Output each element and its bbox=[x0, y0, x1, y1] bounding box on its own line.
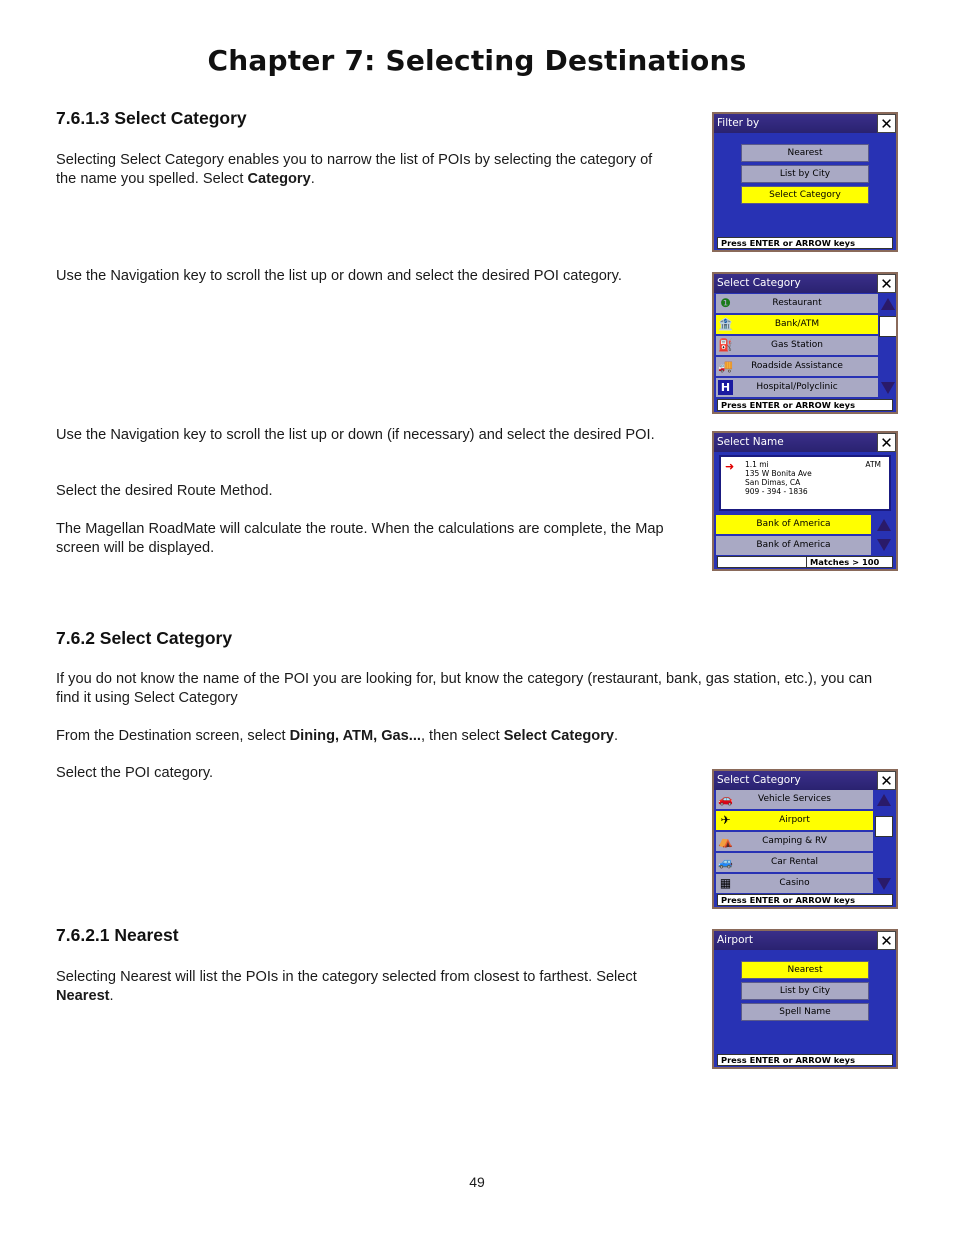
list-item[interactable] bbox=[716, 790, 873, 811]
scroll-thumb[interactable] bbox=[879, 316, 897, 337]
screen-title: Select Category bbox=[714, 274, 896, 293]
list-by-city-button[interactable]: List by City bbox=[741, 982, 869, 1000]
list-item-label: Restaurant bbox=[772, 298, 822, 308]
poi-detail-panel bbox=[719, 455, 891, 511]
list-item[interactable] bbox=[716, 378, 878, 399]
list-item[interactable] bbox=[716, 811, 873, 832]
page-number: 49 bbox=[469, 1174, 485, 1190]
airport-icon: ✈ bbox=[720, 813, 731, 827]
list-item-label: Gas Station bbox=[770, 340, 824, 350]
nearest-button[interactable]: Nearest bbox=[741, 144, 869, 162]
list-by-city-button[interactable]: List by City bbox=[741, 165, 869, 183]
chapter-title: Chapter 7: Selecting Destinations bbox=[207, 44, 747, 77]
list-item-label: Bank/ATM bbox=[774, 319, 820, 329]
arrow-up-icon[interactable] bbox=[877, 794, 891, 806]
paragraph-unknown-name: If you do not know the name of the POI you are looking for, but know the category (restaurant, bank, gas station, etc.), you can find it using Select Category bbox=[56, 671, 873, 706]
scroll-thumb[interactable] bbox=[875, 816, 893, 837]
poi-phone: 909 - 394 - 1836 bbox=[745, 487, 808, 496]
list-item[interactable] bbox=[716, 336, 878, 357]
close-icon[interactable]: ✕ bbox=[877, 771, 896, 790]
bank-icon: 🏦 bbox=[718, 317, 733, 331]
screen-title: Airport bbox=[714, 931, 896, 950]
close-icon[interactable]: ✕ bbox=[877, 931, 896, 950]
list-item[interactable] bbox=[716, 853, 873, 874]
paragraph-select-category-intro: Selecting Select Category enables you to narrow the list of POIs by selecting the category of the name you spelled. Select Category. bbox=[56, 152, 653, 187]
list-item[interactable] bbox=[716, 294, 878, 315]
car-rental-icon: 🚙 bbox=[718, 855, 733, 869]
tow-truck-icon: 🚚 bbox=[718, 359, 733, 373]
restaurant-icon: ❶ bbox=[720, 296, 731, 310]
paragraph-destination-screen: From the Destination screen, select Dining, ATM, Gas..., then select Select Category. bbox=[56, 728, 619, 744]
screen-title: Filter by bbox=[714, 114, 896, 133]
close-icon[interactable]: ✕ bbox=[877, 274, 896, 293]
screen-select-category-1 bbox=[712, 272, 898, 414]
list-item-label: Bank of America bbox=[756, 519, 831, 529]
paragraph-nearest: Selecting Nearest will list the POIs in the category selected from closest to farthest. Select Nearest. bbox=[56, 969, 637, 1004]
paragraph-scroll-category: Use the Navigation key to scroll the list up or down and select the desired POI category. bbox=[56, 268, 622, 284]
paragraph-scroll-poi: Use the Navigation key to scroll the list up or down (if necessary) and select the desired POI. bbox=[56, 427, 655, 443]
scrollbar[interactable] bbox=[874, 515, 894, 555]
list-item[interactable] bbox=[716, 357, 878, 378]
paragraph-select-poi-category: Select the POI category. bbox=[56, 765, 214, 781]
screen-title: Select Name bbox=[714, 433, 896, 452]
paragraph-calculate-route: The Magellan RoadMate will calculate the route. When the calculations are complete, the Map screen will be displayed. bbox=[56, 521, 664, 556]
status-bar: Press ENTER or ARROW keys bbox=[717, 1054, 893, 1066]
arrow-down-icon[interactable] bbox=[881, 382, 895, 394]
screen-title: Select Category bbox=[714, 771, 896, 790]
list-item-label: Roadside Assistance bbox=[751, 361, 843, 371]
casino-icon: ▦ bbox=[719, 876, 732, 890]
screen-airport bbox=[712, 929, 898, 1069]
vehicle-services-icon: 🚗 bbox=[718, 792, 733, 806]
list-item[interactable] bbox=[716, 515, 871, 536]
list-item[interactable] bbox=[716, 832, 873, 853]
scrollbar[interactable] bbox=[874, 790, 894, 894]
section-heading-7613: 7.6.1.3 Select Category bbox=[56, 108, 247, 128]
section-heading-7621: 7.6.2.1 Nearest bbox=[56, 925, 179, 945]
hospital-icon: H bbox=[718, 380, 733, 395]
spell-name-button[interactable]: Spell Name bbox=[741, 1003, 869, 1021]
arrow-up-icon[interactable] bbox=[877, 519, 891, 531]
status-bar: Press ENTER or ARROW keys bbox=[717, 237, 893, 249]
camping-icon: ⛺ bbox=[718, 834, 733, 848]
list-item[interactable] bbox=[716, 536, 871, 557]
list-item-label: Hospital/Polyclinic bbox=[756, 382, 838, 392]
nearest-button[interactable]: Nearest bbox=[741, 961, 869, 979]
screen-filter-by bbox=[712, 112, 898, 252]
poi-address-line1: 135 W Bonita Ave bbox=[745, 469, 812, 478]
list-item-label: Airport bbox=[779, 815, 810, 825]
list-item-label: Vehicle Services bbox=[758, 794, 831, 804]
list-item-label: Bank of America bbox=[756, 540, 831, 550]
poi-type: ATM bbox=[865, 460, 881, 469]
screen-select-category-2 bbox=[712, 769, 898, 909]
direction-arrow-icon: ➜ bbox=[725, 460, 735, 473]
select-category-button[interactable]: Select Category bbox=[741, 186, 869, 204]
matches-count: Matches > 100 bbox=[806, 557, 879, 567]
section-heading-762: 7.6.2 Select Category bbox=[56, 628, 233, 648]
list-item-label: Car Rental bbox=[771, 857, 818, 867]
close-icon[interactable]: ✕ bbox=[877, 433, 896, 452]
screen-select-name bbox=[712, 431, 898, 571]
arrow-down-icon[interactable] bbox=[877, 878, 891, 890]
status-bar bbox=[717, 556, 893, 568]
poi-distance: 1.1 mi bbox=[745, 460, 769, 469]
scrollbar[interactable] bbox=[878, 294, 898, 398]
arrow-up-icon[interactable] bbox=[881, 298, 895, 310]
status-bar: Press ENTER or ARROW keys bbox=[717, 399, 893, 411]
arrow-down-icon[interactable] bbox=[877, 539, 891, 551]
paragraph-route-method: Select the desired Route Method. bbox=[56, 483, 273, 499]
gas-station-icon: ⛽ bbox=[718, 338, 733, 352]
poi-address-line2: San Dimas, CA bbox=[745, 478, 801, 487]
close-icon[interactable]: ✕ bbox=[877, 114, 896, 133]
list-item[interactable] bbox=[716, 315, 878, 336]
status-bar: Press ENTER or ARROW keys bbox=[717, 894, 893, 906]
list-item[interactable] bbox=[716, 874, 873, 895]
list-item-label: Camping & RV bbox=[762, 836, 827, 846]
list-item-label: Casino bbox=[779, 878, 810, 888]
